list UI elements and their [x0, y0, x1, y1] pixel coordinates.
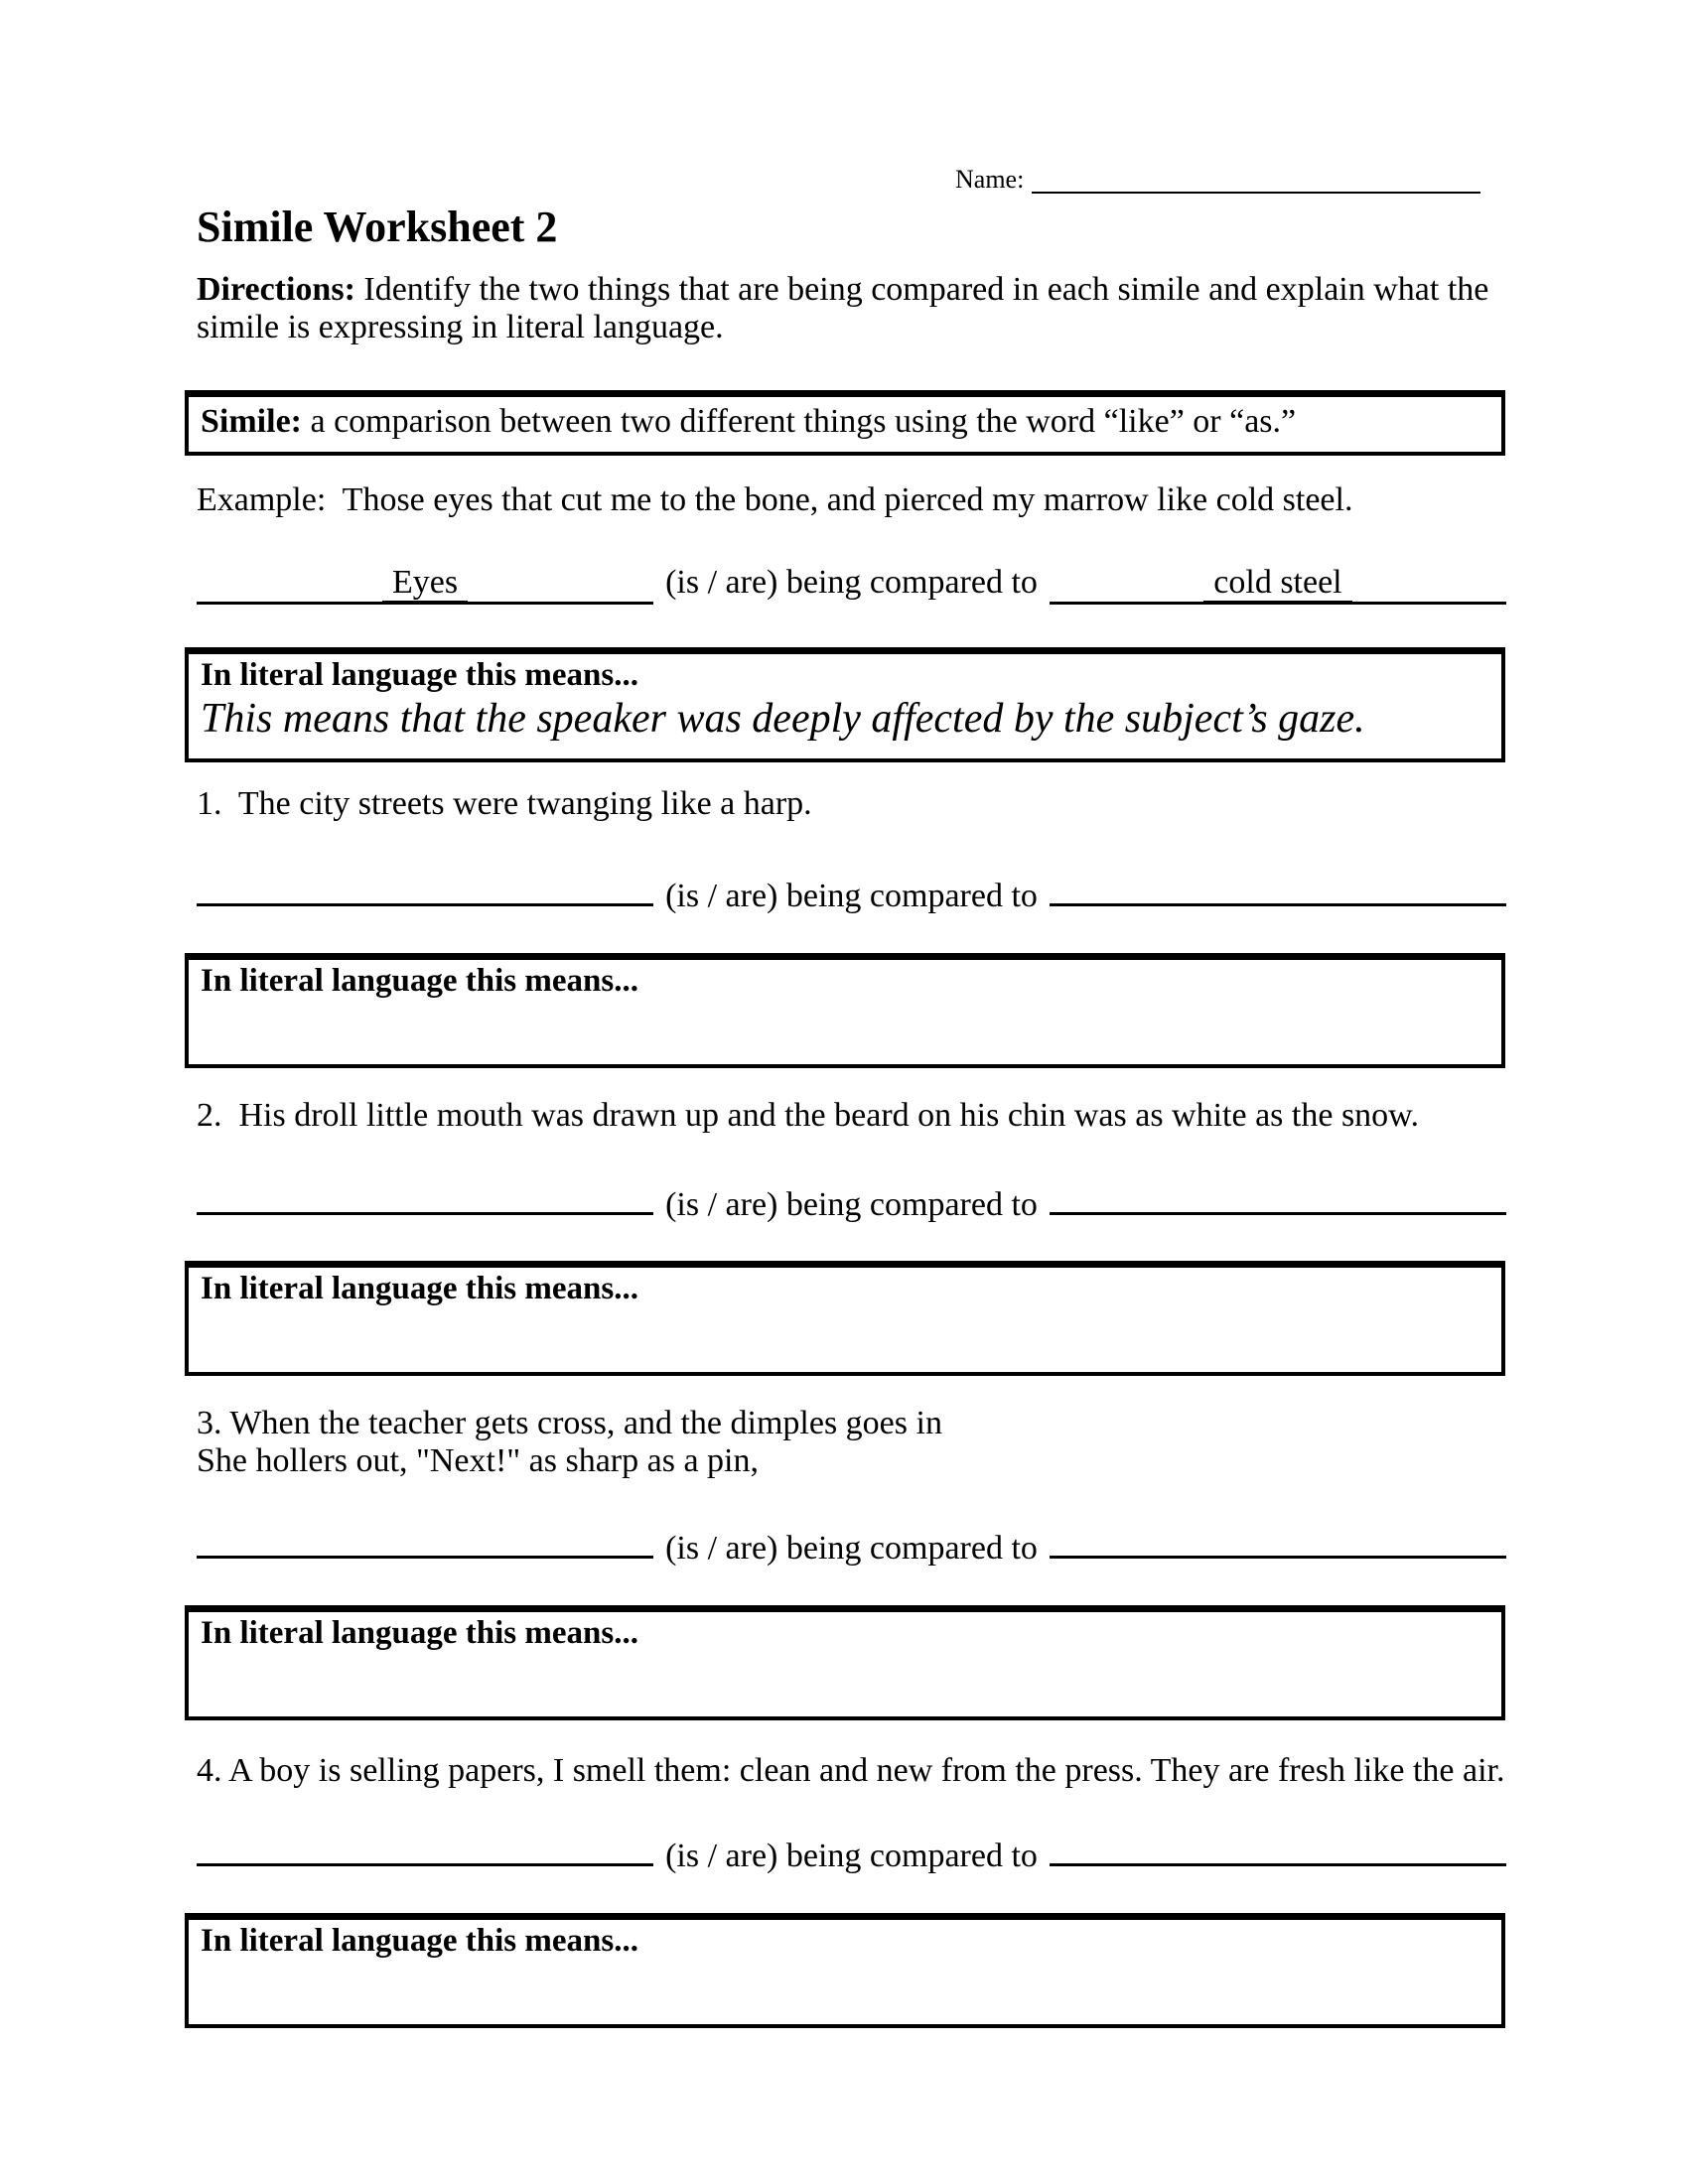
- directions-label: Directions:: [197, 271, 355, 308]
- question-2-line-1: 2. His droll little mouth was drawn up and the beard on his chin was as white as the snow.: [197, 1097, 1420, 1134]
- example-answer-right: cold steel: [1203, 564, 1351, 604]
- question-4-answer-blank-right[interactable]: [1050, 1863, 1506, 1866]
- example-sentence: Example: Those eyes that cut me to the bone, and pierced my marrow like cold steel.: [197, 481, 1353, 518]
- compare-label: (is / are) being compared to: [665, 1530, 1038, 1567]
- literal-heading: In literal language this means...: [201, 657, 638, 693]
- page-title: Simile Worksheet 2: [197, 203, 558, 251]
- question-2-answer-row: [197, 1186, 1506, 1224]
- question-3-literal-box[interactable]: [185, 1605, 1505, 1720]
- question-4-answer-row: [197, 1838, 1506, 1875]
- question-2-answer-blank-right[interactable]: [1050, 1212, 1506, 1215]
- directions-line-1: Identify the two things that are being compared in each simile and explain what the: [363, 271, 1489, 308]
- definition-text: a comparison between two different things using the word “like” or “as.”: [310, 403, 1297, 440]
- question-4-line-1: 4. A boy is selling papers, I smell them: clean and new from the press. They are fresh like the air.: [197, 1752, 1505, 1789]
- question-2-answer-blank-left[interactable]: [197, 1212, 653, 1215]
- question-1-text: [197, 785, 812, 823]
- question-3-text: [197, 1405, 942, 1480]
- literal-heading: In literal language this means...: [201, 1923, 638, 1959]
- question-1-answer-blank-left[interactable]: [197, 903, 653, 906]
- example-answer-left: Eyes: [382, 564, 468, 604]
- name-row: [955, 165, 1480, 195]
- name-blank-line[interactable]: [1032, 192, 1480, 194]
- question-1-literal-box[interactable]: [185, 953, 1505, 1068]
- question-2-literal-box[interactable]: [185, 1261, 1505, 1376]
- compare-label: (is / are) being compared to: [665, 878, 1038, 914]
- literal-heading: In literal language this means...: [201, 963, 638, 999]
- question-3-answer-blank-right[interactable]: [1050, 1556, 1506, 1559]
- example-answer-row: [197, 564, 1506, 605]
- question-2-text: [197, 1097, 1419, 1135]
- compare-label: (is / are) being compared to: [665, 1838, 1038, 1874]
- example-answer-blank-right[interactable]: [1050, 564, 1506, 605]
- example-literal-answer: This means that the speaker was deeply affected by the subject’s gaze.: [201, 696, 1365, 742]
- literal-heading: In literal language this means...: [201, 1271, 638, 1306]
- question-3-line-1: 3. When the teacher gets cross, and the dimples goes in: [197, 1405, 942, 1441]
- question-3-answer-blank-left[interactable]: [197, 1556, 653, 1559]
- question-1-answer-blank-right[interactable]: [1050, 903, 1506, 906]
- question-4-answer-blank-left[interactable]: [197, 1863, 653, 1866]
- name-label: Name:: [955, 165, 1025, 194]
- definition-label: Simile:: [201, 403, 302, 440]
- directions: [197, 271, 1527, 346]
- directions-line-2: simile is expressing in literal language.: [197, 309, 724, 345]
- example-answer-blank-left[interactable]: [197, 564, 653, 605]
- compare-label: (is / are) being compared to: [665, 564, 1038, 601]
- question-4-text: [197, 1752, 1504, 1790]
- example-literal-box: [185, 647, 1505, 762]
- compare-label: (is / are) being compared to: [665, 1186, 1038, 1223]
- question-3-line-2: She hollers out, "Next!" as sharp as a pin,: [197, 1442, 759, 1479]
- question-1-line-1: 1. The city streets were twanging like a harp.: [197, 785, 812, 822]
- question-3-answer-row: [197, 1530, 1506, 1568]
- literal-heading: In literal language this means...: [201, 1615, 638, 1651]
- question-4-literal-box[interactable]: [185, 1913, 1505, 2028]
- question-1-answer-row: [197, 878, 1506, 915]
- simile-definition-box: [185, 390, 1505, 456]
